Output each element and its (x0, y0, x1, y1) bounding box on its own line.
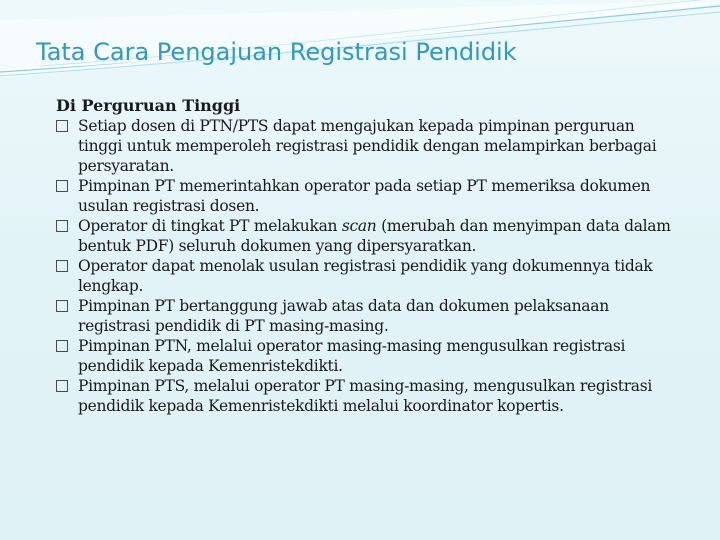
checkbox-square-icon (56, 120, 68, 132)
slide-content (56, 96, 676, 416)
list-item (56, 336, 676, 376)
checkbox-square-icon (56, 180, 68, 192)
list-item-text-after: (merubah dan menyimpan data dalam bentuk PDF) seluruh dokumen yang dipersyaratkan. (78, 217, 671, 255)
list-item-text-italic: scan (341, 217, 377, 235)
checkbox-square-icon (56, 260, 68, 272)
list-item (56, 256, 676, 296)
list-item-text: Pimpinan PTS, melalui operator PT masing-masing, mengusulkan registrasi pendidik kepada Kemenristekdikti melalui koordinator kopertis. (78, 377, 653, 415)
checkbox-square-icon (56, 340, 68, 352)
list-item (56, 176, 676, 216)
list-item (56, 376, 676, 416)
checkbox-square-icon (56, 220, 68, 232)
list-item-text: Operator dapat menolak usulan registrasi pendidik yang dokumennya tidak lengkap. (78, 257, 653, 295)
slide-title: Tata Cara Pengajuan Registrasi Pendidik (36, 38, 517, 66)
list-item-text: Setiap dosen di PTN/PTS dapat mengajukan kepada pimpinan perguruan tinggi untuk memperoleh registrasi pendidik dengan melampirkan berbagai persyaratan. (78, 117, 657, 175)
list-item (56, 116, 676, 176)
list-item-text: Pimpinan PTN, melalui operator masing-masing mengusulkan registrasi pendidik kepada Kemenristekdikti. (78, 337, 626, 375)
list-item-text: Pimpinan PT bertanggung jawab atas data dan dokumen pelaksanaan registrasi pendidik di PT masing-masing. (78, 297, 609, 335)
list-item (56, 296, 676, 336)
checkbox-square-icon (56, 300, 68, 312)
bullet-list (56, 116, 676, 416)
checkbox-square-icon (56, 380, 68, 392)
list-item (56, 216, 676, 256)
subheading: Di Perguruan Tinggi (56, 96, 241, 115)
list-item-text: Pimpinan PT memerintahkan operator pada setiap PT memeriksa dokumen usulan registrasi dosen. (78, 177, 651, 215)
list-item-text-before: Operator di tingkat PT melakukan (78, 217, 342, 235)
